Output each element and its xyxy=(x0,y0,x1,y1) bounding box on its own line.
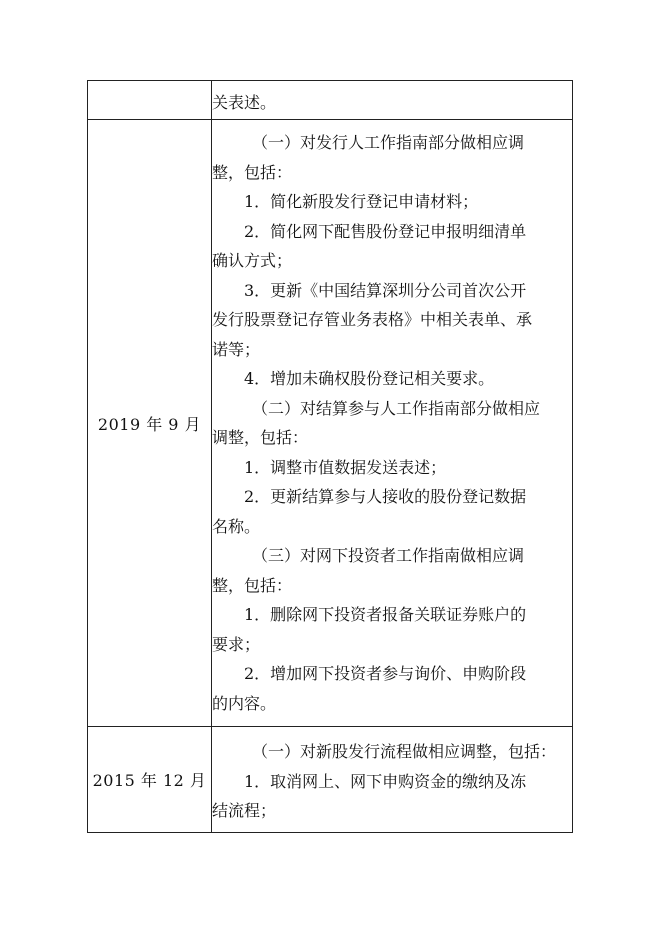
table-row xyxy=(88,81,573,120)
date-cell: 2015 年 12 月 xyxy=(88,727,212,833)
description-line: 的内容。 xyxy=(212,693,277,713)
description-cell xyxy=(212,727,573,833)
description-cell xyxy=(212,81,573,120)
description-line: 调整，包括： xyxy=(212,428,309,447)
description-line: 结流程； xyxy=(212,801,277,820)
description-line: 3．更新《中国结算深圳分公司首次公开 xyxy=(244,280,527,300)
description-cell xyxy=(212,120,573,727)
description-line: （二）对结算参与人工作指南部分做相应 xyxy=(252,398,541,418)
description-line: 1．调整市值数据发送表述； xyxy=(244,457,447,477)
description-line: 诺等； xyxy=(212,339,261,359)
description-line: 确认方式； xyxy=(212,251,293,270)
description-line: 4．增加未确权股份登记相关要求。 xyxy=(244,369,495,388)
date-cell: 2019 年 9 月 xyxy=(88,120,212,727)
description-line: 关表述。 xyxy=(212,93,277,112)
description-line: （一）对新股发行流程做相应调整，包括： xyxy=(252,742,557,761)
description-line: 2．简化网下配售股份登记申报明细清单 xyxy=(244,221,527,241)
description-line: 2．更新结算参与人接收的股份登记数据 xyxy=(244,487,527,506)
description-line: 要求； xyxy=(212,634,261,654)
description-line: 1．取消网上、网下申购资金的缴纳及冻 xyxy=(244,771,527,791)
description-line: 2．增加网下投资者参与询价、申购阶段 xyxy=(244,664,527,683)
description-line: 发行股票登记存管业务表格》中相关表单、承 xyxy=(212,310,533,329)
date-cell xyxy=(88,81,212,120)
description-line: （一）对发行人工作指南部分做相应调 xyxy=(252,133,525,152)
revision-history-table xyxy=(87,80,573,833)
description-line: 1．简化新股发行登记申请材料； xyxy=(244,192,479,211)
description-line: 名称。 xyxy=(212,516,261,536)
table-row xyxy=(88,727,573,833)
table-row xyxy=(88,120,573,727)
description-line: 1．删除网下投资者报备关联证券账户的 xyxy=(244,605,527,624)
description-line: 整，包括： xyxy=(212,575,293,595)
description-line: 整，包括： xyxy=(212,162,293,182)
description-line: （三）对网下投资者工作指南做相应调 xyxy=(252,546,525,565)
